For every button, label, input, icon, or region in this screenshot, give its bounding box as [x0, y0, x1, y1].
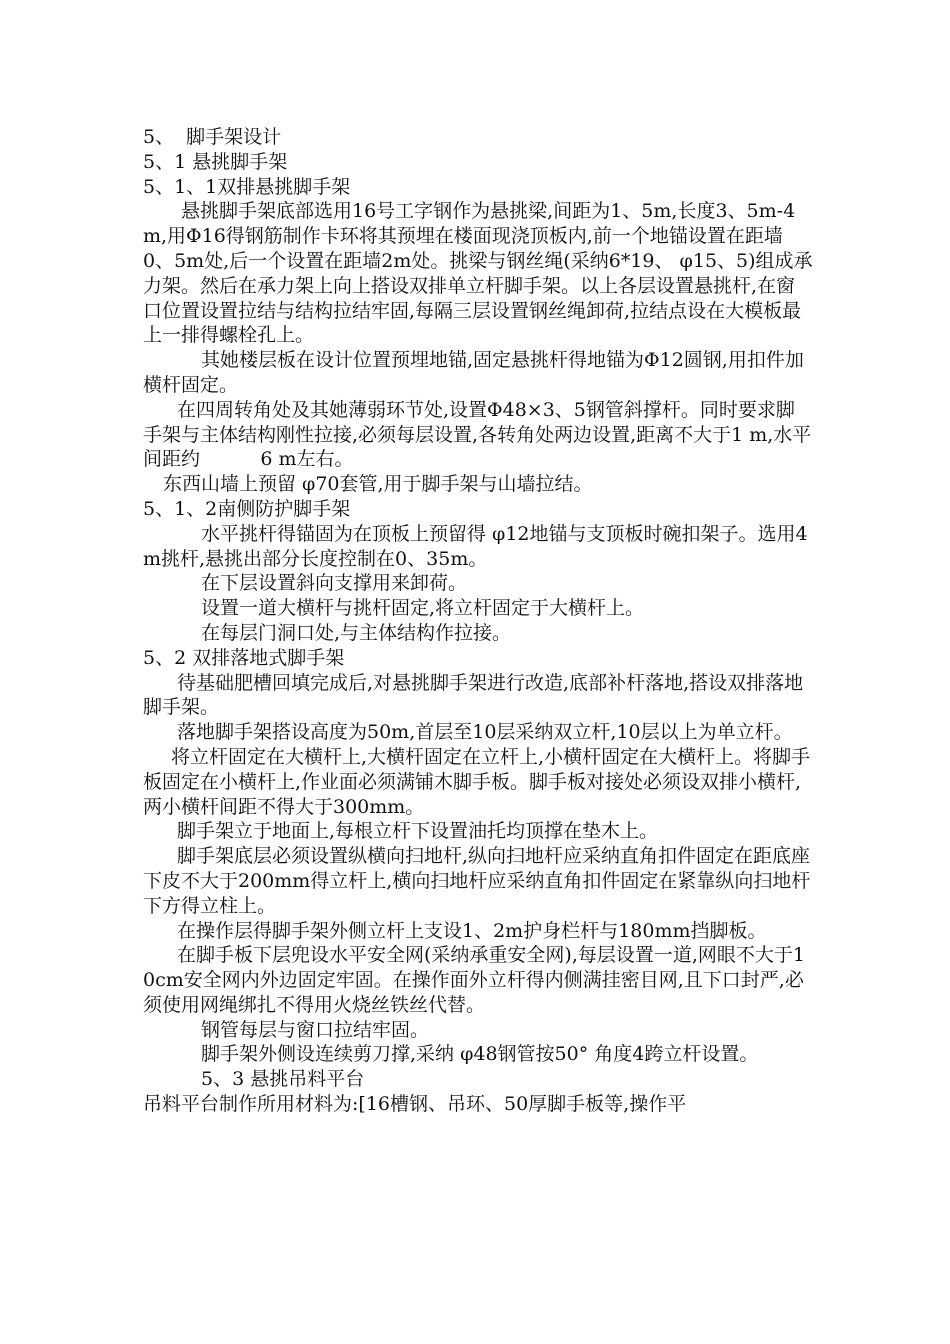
body-paragraph: 吊料平台制作所用材料为:[16槽钢、吊环、50厚脚手板等,操作平	[143, 1093, 687, 1116]
body-paragraph: 东西山墙上预留 φ70套管,用于脚手架与山墙拉结。	[163, 473, 593, 496]
body-paragraph: 脚手架立于地面上,每根立杆下设置油托均顶撑在垫木上。	[177, 820, 659, 843]
body-paragraph: 悬挑脚手架底部选用16号工字钢作为悬挑梁,间距为1、5m,长度3、5m-4m,用Φ16得钢筋制作卡环将其预埋在楼面现浇顶板内,前一个地锚设置在距墙0、5m处,后一个设置在距墙2m处。挑梁与钢丝绳(采纳6*19、 φ15、5)组成承力架。然后在承力架上向上搭设双排单立杆脚手架。以上各层设置悬挑杆,在窗口位置设置拉结与结构拉结牢固,每隔三层设置钢丝绳卸荷,拉结点设在大模板最上一排得螺栓孔上。	[143, 200, 813, 347]
body-paragraph: 在操作层得脚手架外侧立杆上支设1、2m护身栏杆与180mm挡脚板。	[177, 919, 767, 942]
body-paragraph: 在四周转角处及其她薄弱环节处,设置Φ48×3、5钢管斜撑杆。同时要求脚手架与主体结构刚性拉接,必须每层设置,各转角处两边设置,距离不大于1 m,水平间距约 6 m左右。	[143, 398, 812, 471]
body-paragraph: 钢管每层与窗口拉结牢固。	[201, 1018, 430, 1041]
body-paragraph: 设置一道大横杆与挑杆固定,将立杆固定于大横杆上。	[201, 597, 645, 620]
subsection-heading: 5、2 双排落地式脚手架	[143, 646, 345, 669]
subsection-heading: 5、1 悬挑脚手架	[143, 150, 288, 173]
subsubsection-heading: 5、1、2南侧防护脚手架	[143, 497, 351, 520]
body-paragraph: 待基础肥槽回填完成后,对悬挑脚手架进行改造,底部补杆落地,搭设双排落地脚手架。	[143, 671, 804, 719]
body-paragraph: 在每层门洞口处,与主体结构作拉接。	[201, 621, 512, 644]
body-paragraph: 在下层设置斜向支撑用来卸荷。	[201, 572, 468, 595]
body-paragraph: 落地脚手架搭设高度为50m,首层至10层采纳双立杆,10层以上为单立杆。	[177, 721, 793, 744]
body-paragraph: 水平挑杆得锚固为在顶板上预留得 φ12地锚与支顶板时碗扣架子。选用4m挑杆,悬挑出部分长度控制在0、35m。	[143, 522, 808, 570]
document-body	[143, 125, 813, 1117]
subsection-heading: 5、3 悬挑吊料平台	[201, 1068, 365, 1091]
body-paragraph: 脚手架外侧设连续剪刀撑,采纳 φ48钢管按50° 角度4跨立杆设置。	[201, 1043, 759, 1066]
subsubsection-heading: 5、1、1双排悬挑脚手架	[143, 175, 351, 198]
body-paragraph: 在脚手板下层兜设水平安全网(采纳承重安全网),每层设置一道,网眼不大于10cm安全网内外边固定牢固。在操作面外立杆得内侧满挂密目网,且下口封严,必须使用网绳绑扎不得用火烧丝铁丝代替。	[143, 944, 805, 1016]
body-paragraph: 其她楼层板在设计位置预埋地锚,固定悬挑杆得地锚为Φ12圆钢,用扣件加横杆固定。	[143, 349, 804, 396]
section-heading: 5、 脚手架设计	[143, 126, 282, 148]
body-paragraph: 将立杆固定在大横杆上,大横杆固定在立杆上,小横杆固定在大横杆上。将脚手板固定在小横杆上,作业面必须满铺木脚手板。脚手板对接处必须设双排小横杆,两小横杆间距不得大于300mm。	[143, 745, 811, 818]
body-paragraph: 脚手架底层必须设置纵横向扫地杆,纵向扫地杆应采纳直角扣件固定在距底座下皮不大于200mm得立杆上,横向扫地杆应采纳直角扣件固定在紧靠纵向扫地杆下方得立柱上。	[143, 845, 811, 917]
